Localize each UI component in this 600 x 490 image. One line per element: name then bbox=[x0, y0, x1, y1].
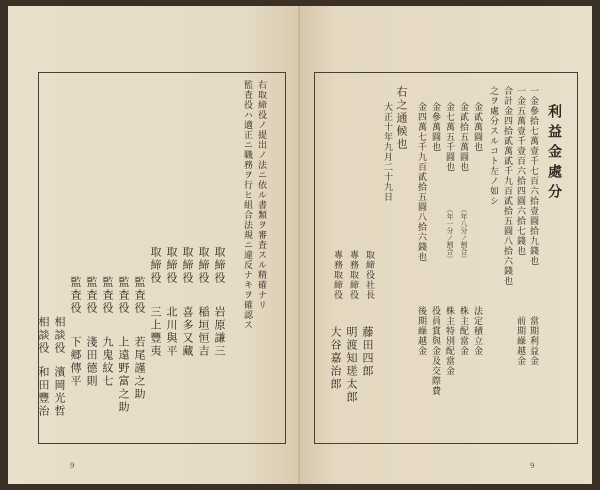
officer-title: 監査役 bbox=[101, 276, 114, 315]
officer-title: 監査役 bbox=[133, 276, 146, 315]
item-value: 金參萬圓也 bbox=[430, 102, 440, 152]
officer-title: 監査役 bbox=[69, 276, 82, 315]
item-note: （年八分ノ割合） bbox=[460, 206, 468, 262]
officer-name: 和田豐治 bbox=[37, 366, 50, 418]
officer-name: 淺田德則 bbox=[85, 336, 98, 388]
left-page bbox=[8, 6, 300, 484]
amount-label: 當期利益金 bbox=[528, 316, 538, 366]
officer-title: 取締役 bbox=[165, 246, 178, 285]
item-value: 金貳拾五萬圓也 bbox=[458, 102, 468, 172]
officer-title: 監査役 bbox=[117, 276, 130, 315]
officer-name: 稲垣恒吉 bbox=[197, 306, 210, 358]
item-note: （年一分ノ割合） bbox=[446, 206, 454, 262]
amount-value: 一金參拾七萬壹千七百六拾壹圓拾九錢也 bbox=[528, 86, 538, 266]
disposition-intro: 之ヲ處分スルコト左ノ如シ bbox=[488, 86, 498, 206]
book-spread bbox=[8, 6, 592, 484]
officer-title: 相談役 bbox=[53, 316, 66, 355]
officer-title: 相談役 bbox=[37, 316, 50, 355]
amount-value: 一金五萬壹千壹百六拾四圓六拾七錢也 bbox=[515, 86, 525, 256]
page-number: 9 bbox=[70, 462, 75, 470]
signer-title: 取締役社長 bbox=[364, 250, 374, 300]
closing-text: 右之通候也 bbox=[395, 86, 408, 151]
item-label: 株主特別配當金 bbox=[444, 306, 454, 376]
officer-name: 三上豐夷 bbox=[149, 306, 162, 358]
officer-title: 取締役 bbox=[181, 246, 194, 285]
officer-name: 下郷傳平 bbox=[69, 336, 82, 388]
page-heading: 利益金處分 bbox=[546, 104, 562, 204]
officer-name: 喜多又藏 bbox=[181, 306, 194, 358]
item-label: 後期繰越金 bbox=[416, 306, 426, 356]
item-value: 金七萬五千圓也 bbox=[444, 102, 454, 172]
item-label: 株主配當金 bbox=[458, 306, 468, 356]
officer-title: 監査役 bbox=[85, 276, 98, 315]
officer-name: 上遠野富之助 bbox=[117, 336, 130, 414]
officer-name: 九鬼紋七 bbox=[101, 336, 114, 388]
signer-name: 藤田四郎 bbox=[361, 326, 374, 378]
officer-title: 取締役 bbox=[197, 246, 210, 285]
item-value: 金貳萬圓也 bbox=[472, 102, 482, 152]
officer-title: 取締役 bbox=[149, 246, 162, 285]
amount-label: 前期繰越金 bbox=[515, 316, 525, 366]
amount-total: 合計金四拾貳萬貳千九百貳拾五圓八拾六錢也 bbox=[502, 86, 512, 286]
officer-name: 若尾謹之助 bbox=[133, 336, 146, 401]
audit-note-line1: 右取締役ノ提出ノ法ニ依ル書類ヲ審査スル精確ナリ bbox=[256, 80, 266, 310]
officer-name: 濱岡光哲 bbox=[53, 366, 66, 418]
officer-title: 取締役 bbox=[213, 246, 226, 285]
item-label: 法定積立金 bbox=[472, 306, 482, 356]
officer-name: 北川與平 bbox=[165, 306, 178, 358]
signer-title: 專務取締役 bbox=[332, 250, 342, 300]
officer-name: 岩原謙三 bbox=[213, 306, 226, 358]
item-value: 金四萬七千九百貳拾五圓八拾六錢也 bbox=[416, 102, 426, 262]
document-date: 大正十年九月二十九日 bbox=[382, 102, 392, 202]
audit-note-line2: 監査役ハ適正ニ職務ヲ行ヒ組合法規ニ違反ナキヲ確認ス bbox=[242, 80, 252, 330]
signer-name: 明渡知瑳太郎 bbox=[345, 326, 358, 404]
right-page bbox=[300, 6, 592, 484]
signer-title: 專務取締役 bbox=[348, 250, 358, 300]
signer-name: 大谷嘉治郎 bbox=[329, 326, 342, 391]
page-number: 9 bbox=[530, 462, 535, 470]
item-label: 役員賞與金及交際費 bbox=[430, 306, 440, 396]
